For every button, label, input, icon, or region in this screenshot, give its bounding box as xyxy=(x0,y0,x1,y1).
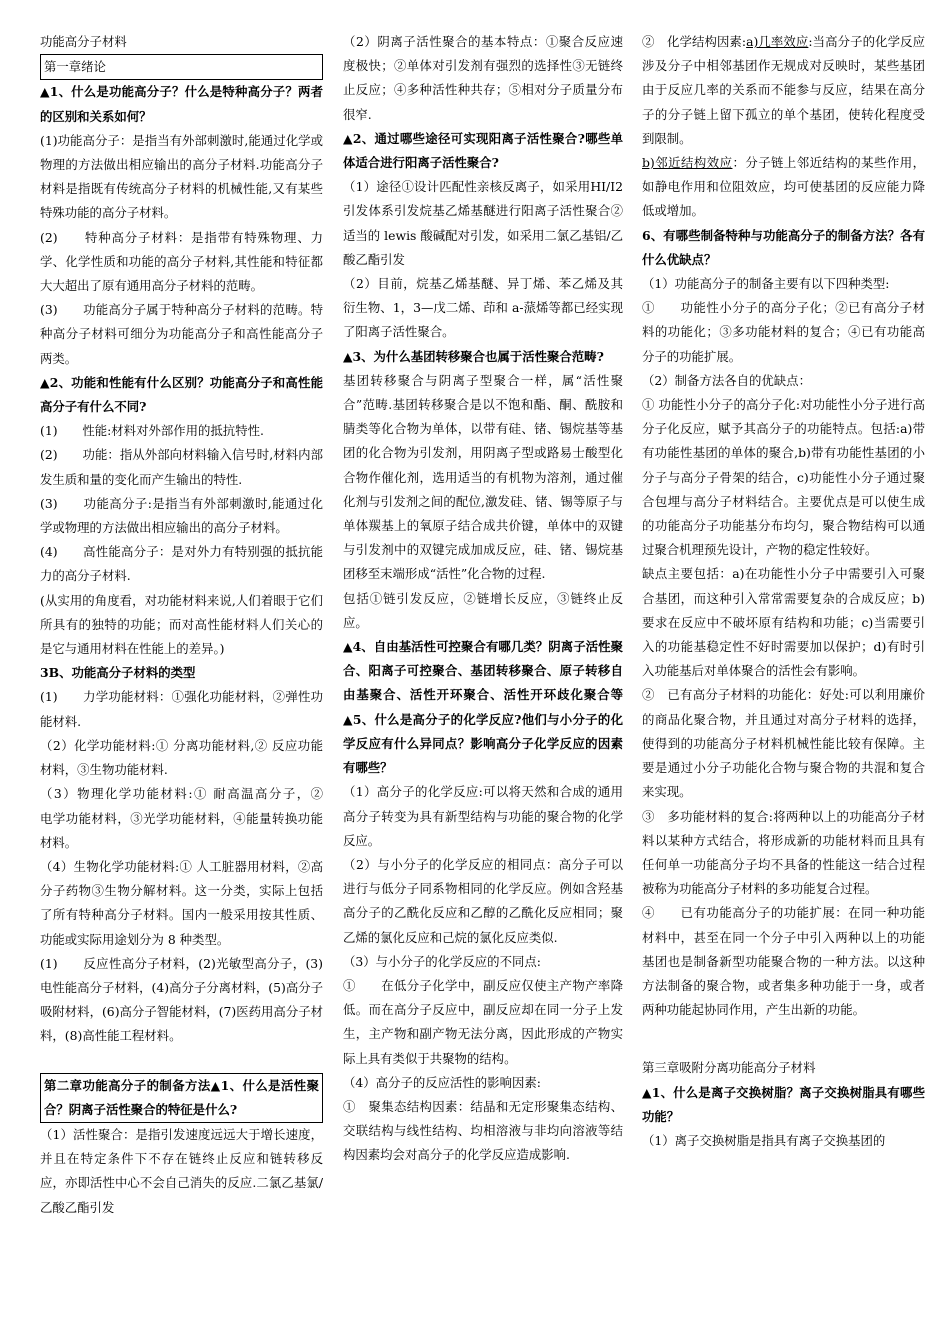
question-heading: 6、有哪些制备特种与功能高分子的制备方法？各有什么优缺点？ xyxy=(642,227,925,267)
paragraph: ② 已有高分子材料的功能化：好处:可以利用廉价的商品化聚合物，并且通过对高分子材料的选择，使得到的功能高分子材料机械性能比较有保障。主要是通过小分子功能化合物与聚合物的共混和复合来实现。 xyxy=(642,687,925,800)
paragraph: ④ 已有功能高分子的功能扩展：在同一种功能材料中，甚至在同一个分子中引入两种以上的功能基团也是制备新型功能聚合物的一种方法。以这种方法制备的聚合物，或者集多种功能于一身，或者两种功能起协同作用，产生出新的功能。 xyxy=(642,905,925,1018)
column-1 xyxy=(40,30,348,1220)
paragraph-text: ：分子链上邻近结构的某些作用，如静电作用和位阻效应，均可使基团的反应能力降低或增加。 xyxy=(642,155,925,219)
paragraph: (3) 功能高分子:是指当有外部刺激时,能通过化学或物理的方法做出相应输出的高分子材料。 xyxy=(40,495,323,536)
paragraph: ① 功能性小分子的高分子化:对功能性小分子进行高分子化反应，赋予其高分子的功能特点。包括:a)带有功能性基团的单体的聚合,b)带有功能性基团的小分子与高分子骨架的结合，c)功能性小分子通过聚合包埋与高分子材料结合。主要优点是可以使生成的功能高分子功能基分布均匀，聚合物结构可以通过聚合机理预先设计，产物的稳定性较好。 xyxy=(642,397,925,558)
paragraph: (4) 高性能高分子：是对外力有特别强的抵抗能力的高分子材料. xyxy=(40,544,323,584)
paragraph: (1) 反应性高分子材料，(2)光敏型高分子，(3)电性能高分子材料，(4)高分子分离材料，(5)高分子吸附材料，(6)高分子智能材料，(7)医药用高分子材料，(8)高性能工程材料。 xyxy=(40,955,323,1044)
paragraph: ③ 多功能材料的复合:将两种以上的功能高分子材料以某种方式结合，将形成新的功能材料而且具有任何单一功能高分子均不具备的性能这一结合过程被称为功能高分子材料的多功能复合过程。 xyxy=(642,808,925,897)
paragraph: 缺点主要包括：a)在功能性小分子中需要引入可聚合基团，而这种引入常常需要复杂的合成反应；b)要求在反应中不破坏原有结构和功能；c)当需要引入的功能基稳定性不好时需要加以保护；d)有时引入功能基后对单体聚合的活性会有影响。 xyxy=(642,566,925,679)
question-heading: ▲2、功能和性能有什么区别？功能高分子和高性能高分子有什么不同? xyxy=(40,374,323,415)
paragraph: （2）目前，烷基乙烯基醚、异丁烯、苯乙烯及其衍生物、1，3—戊二烯、茚和 a-蒎烯等都已经实现了阳离子活性聚合。 xyxy=(343,276,623,340)
paragraph: （2）阴离子活性聚合的基本特点：①聚合反应速度极快；②单体对引发剂有强烈的选择性③无链终止反应；④多种活性种共存；⑤相对分子质量分布很窄. xyxy=(343,34,623,122)
paragraph: （4）高分子的反应活性的影响因素: xyxy=(343,1074,541,1090)
paragraph: （1）离子交换树脂是指具有离子交换基团的 xyxy=(642,1132,886,1148)
question-heading: ▲1、什么是离子交换树脂？离子交换树脂具有哪些功能？ xyxy=(642,1084,925,1124)
paragraph: （1）功能高分子的制备主要有以下四种类型: xyxy=(642,276,890,292)
paragraph: （4）生物化学功能材料:① 人工脏器用材料，②高分子药物③生物分解材料。这一分类，实际上包括了所有特种高分子材料。国内一般采用按其性质、功能或实际用途划分为 8 种类型。 xyxy=(40,858,323,947)
paragraph: 第三章吸附分离功能高分子材料 xyxy=(642,1060,816,1076)
paragraph: (3) 功能高分子属于特种高分子材料的范畴。特种高分子材料可细分为功能高分子和高性能高分子两类。 xyxy=(40,302,323,366)
paragraph: （2）制备方法各自的优缺点： xyxy=(642,372,811,388)
question-heading: 3B、功能高分子材料的类型 xyxy=(40,665,196,681)
paragraph-text: :当高分子的化学反应涉及分子中相邻基团作无规成对反映时，某些基团由于反应几率的关系而不能参与反应，结果在高分子的分子链上留下孤立的单个基团，使转化程度受到限制。 xyxy=(642,34,925,146)
paragraph: （1）活性聚合：是指引发速度远远大于增长速度，并且在特定条件下不存在链终止反应和链转移反应，亦即活性中心不会自己消失的反应.二氯乙基氯/乙酸乙酯引发 xyxy=(40,1126,323,1215)
paragraph: （1）途径①设计匹配性亲核反离子，如采用HI/I2 引发体系引发烷基乙烯基醚进行阳离子活性聚合②适当的 lewis 酸碱配对引发，如采用二氯乙基铝/乙酸乙酯引发 xyxy=(343,179,623,267)
paragraph: 包括①链引发反应，②链增长反应，③链终止反应。 xyxy=(343,590,623,630)
paragraph-lead: ② 化学结构因素: xyxy=(642,34,747,49)
paragraph: ① 功能性小分子的高分子化；②已有高分子材料的功能化；③多功能材料的复合；④已有功能高分子的功能扩展。 xyxy=(642,300,925,364)
paragraph: ① 聚集态结构因素：结晶和无定形聚集态结构、交联结构与线性结构、均相溶液与非均向溶液等结构因素均会对高分子的化学反应造成影响. xyxy=(343,1098,623,1163)
paragraph: (2) 功能：指从外部向材料输入信号时,材料内部发生质和量的变化而产生输出的特性. xyxy=(40,447,323,487)
paragraph: （3）与小分子的化学反应的不同点: xyxy=(343,953,541,969)
paragraph: 基团转移聚合与阴离子型聚合一样，属“活性聚合”范畴.基团转移聚合是以不饱和酯、酮、酰胺和腈类等化合物为单体，以带有硅、锗、锡烷基等基团的化合物为引发剂，用阴离子型或路易士酸型化合物作催化剂，选用适当的有机物为溶剂，通过催化剂与引发剂之间的配位,激发硅、锗、锡等原子与单体羰基上的氧原子结合成共价键，单体中的双键与引发剂中的双键完成加成反应，硅、锗、锡烷基团移至末端形成“活性”化合物的过程. xyxy=(343,372,623,582)
chapter-heading: 第二章功能高分子的制备方法▲1、什么是活性聚合？阴离子活性聚合的特征是什么? xyxy=(40,1073,323,1123)
chapter-heading: 第一章绪论 xyxy=(40,54,323,80)
question-heading: ▲2、通过哪些途径可实现阳离子活性聚合?哪些单体适合进行阳离子活性聚合? xyxy=(343,130,623,171)
paragraph: ① 在低分子化学中，副反应仅使主产物产率降低。而在高分子反应中，副反应却在同一分子上发生，主产物和副产物无法分离，因此形成的产物实际上具有类似于共聚物的结构。 xyxy=(343,977,623,1066)
paragraph-chemical-structure-factor xyxy=(642,30,925,151)
paragraph: （3）物理化学功能材料:① 耐高温高分子，② 电学功能材料，③光学功能材料，④能量转换功能材料。 xyxy=(40,786,348,850)
underlined-term: b)邻近结构效应 xyxy=(642,155,733,171)
spacer xyxy=(642,1022,925,1056)
question-heading: ▲4、自由基活性可控聚合有哪几类？阴离子活性聚合、阳离子可控聚合、基团转移聚合、原子转移自由基聚合、活性开环聚合、活性开环歧化聚合等▲5、什么是高分子的化学反应?他们与小分子的化学反应有什么异同点？影响高分子化学反应的因素有哪些？ xyxy=(343,639,623,776)
spacer xyxy=(40,1049,323,1073)
column-3 xyxy=(642,30,925,1153)
question-heading: ▲1、什么是功能高分子？什么是特种高分子？两者的区别和关系如何？ xyxy=(40,84,323,124)
paragraph: （2）与小分子的化学反应的相同点：高分子可以进行与低分子同系物相同的化学反应。例如含羟基高分子的乙酰化反应和乙醇的乙酰化反应相同；聚乙烯的氯化反应和己烷的氯化反应类似. xyxy=(343,856,623,945)
paragraph: (从实用的角度看，对功能材料来说,人们着眼于它们所具有的独特的功能；而对高性能材料人们关心的是它与通用材料在性能上的差异。) xyxy=(40,592,323,657)
paragraph: (2) 特种高分子材料：是指带有特殊物理、力学、化学性质和功能的高分子材料,其性能和特征都大大超出了原有通用高分子材料的范畴。 xyxy=(40,229,323,294)
underlined-term: a)几率效应 xyxy=(746,34,809,49)
paragraph: (1) 力学功能材料：①强化功能材料，②弹性功能材料. xyxy=(40,689,323,729)
paragraph: (1)功能高分子：是指当有外部刺激时,能通过化学或物理的方法做出相应输出的高分子材料.功能高分子材料是指既有传统高分子材料的机械性能,又有某些特殊功能的高分子材料。 xyxy=(40,132,323,221)
paragraph: 功能高分子材料 xyxy=(40,34,127,49)
question-heading: ▲3、为什么基团转移聚合也属于活性聚合范畴? xyxy=(343,348,604,364)
paragraph: (1) 性能:材料对外部作用的抵抗特性. xyxy=(40,423,264,439)
paragraph: （2）化学功能材料:① 分离功能材料,② 反应功能材料，③生物功能材料. xyxy=(40,737,323,778)
paragraph: （1）高分子的化学反应:可以将天然和合成的通用高分子转变为具有新型结构与功能的聚合物的化学反应。 xyxy=(343,784,623,848)
column-3-body xyxy=(642,224,925,1154)
column-2 xyxy=(343,30,623,1168)
paragraph-adjacent-structure-effect xyxy=(642,151,925,224)
